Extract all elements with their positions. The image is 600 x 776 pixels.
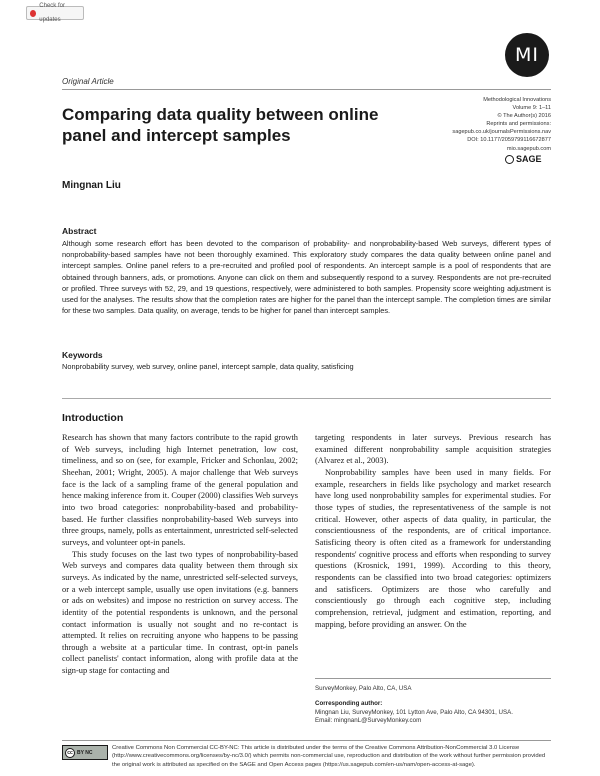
check-for-updates-label: Check for updates — [39, 3, 65, 23]
permissions-link[interactable]: sagepub.co.uk/journalsPermissions.nav — [452, 129, 551, 136]
journal-info — [452, 96, 551, 153]
footnote-divider — [315, 678, 551, 679]
doi[interactable]: DOI: 10.1177/2059799116672877 — [467, 137, 551, 144]
corresponding-author-heading: Corresponding author: — [315, 700, 383, 707]
sage-mark-icon — [505, 155, 514, 164]
section-divider — [62, 398, 551, 399]
journal-volume: Volume 9: 1–11 — [512, 105, 551, 112]
body-column-left — [62, 432, 298, 677]
corresponding-author-address: Mingnan Liu, SurveyMonkey, 101 Lytton Ave, Palo Alto, CA 94301, USA. — [315, 709, 514, 716]
paragraph: targeting respondents in later surveys. Previous research has examined different nonprobability sample acquisition strategies (Alvarez et al., 2003). — [315, 433, 551, 466]
journal-website[interactable]: mio.sagepub.com — [506, 145, 551, 152]
header-divider — [62, 89, 551, 90]
keywords-text: Nonprobability survey, web survey, online panel, intercept sample, data quality, satisficing — [62, 362, 354, 371]
journal-name: Methodological Innovations — [483, 97, 551, 103]
author-name: Mingnan Liu — [62, 180, 121, 191]
article-title: Comparing data quality between online panel and intercept samples — [62, 105, 379, 145]
paragraph: Nonprobability samples have been used in many fields. For example, researchers in fields like psychology and market research have long used nonprobability samples for experimental studies. For those types of studies, the representativeness of the sample is not critical. However, other aspects of data quality, in particular, the conscientiousness of the respondents, are of critical importance. Satisficing theory is often cited as a framework for understanding respondents' cognitive process and efforts when responding to survey questions (Krosnick, 1991, 1999). According to this theory, respondents can be classified into two broad categories: optimizers and satisficers. Optimizers are those who carefully and conscientiously go through each cognitive step, including comprehension, retrieval, judgment and estimation, reporting, and mapping, before providing an answer. On the — [315, 467, 551, 629]
paragraph: This study focuses on the last two types of nonprobability-based Web surveys and compares data quality between them through six surveys. As indicated by the name, unrestricted self-selected surveys, or a web intercept sample, usually use open invitations (e.g. banners or ads on websites) and impose no restriction on survey access. The identity of the potential respondents is unknown, and the personal contact information is usually not sought and no re-contact is attempted. It relies on recruiting anyone who happens to be passing through a website at a particular time. In contrast, opt-in panels collect panelists' contact information, along with profile data at the sign-up stage for contacting and — [62, 549, 298, 676]
copyright: © The Author(s) 2016 — [497, 113, 551, 120]
abstract-text: Although some research effort has been devoted to the comparison of probability- and nonprobability-based Web surveys, different types of nonprobability-based samples have not been thoroughly examined. This exploratory study compares the data quality between online panel and intercept samples. Online panel refers to a pre-recruited and profiled pool of respondents. An intercept sample is a pool of respondents that are obtained through banners, ads, or promotions. Anyone can click on them and subsequently respond to a survey. Respondents are not pre-recruited or profiled. Three surveys with 52, 29, and 19 questions, respectively, were administered to both samples. Propensity score weighting adjustment is used for the analyses. The results show that the completion rates are higher for the panel than the intercept sample. The completion times are similar for these two samples. Data quality, on average, tends to be higher for panel than intercept samples. — [62, 239, 551, 316]
journal-logo: MI — [505, 33, 549, 77]
keywords-heading: Keywords — [62, 350, 103, 360]
introduction-heading: Introduction — [62, 412, 124, 424]
paragraph: Research has shown that many factors contribute to the rapid growth of Web surveys, including high Internet penetration, low cost, timeliness, and so on (see, for example, Fricker and Schonlau, 2002; Sheehan, 2001; Wright, 2005). A major challenge that Web surveys face is the lack of a sampling frame of the general population and hence making inference from it. Couper (2000) classifies Web surveys into two broad categories: nonprobability-based and probability-based. He further classifies nonprobability-based Web surveys into three groups, namely, polls as entertainment, unrestricted self-selected surveys, and volunteer opt-in panels. — [62, 433, 298, 547]
abstract-heading: Abstract — [62, 226, 97, 236]
publisher-logo — [505, 154, 542, 164]
publisher-name: SAGE — [516, 154, 542, 164]
update-icon — [30, 10, 36, 17]
license-text: Creative Commons Non Commercial CC-BY-NC: This article is distributed under the terms of the Creative Commons Attribution-NonCommercial 3.0 License (http://www.creativecommons.org/licenses/by-nc/3.0/) which permits non-commercial use, reproduction and distribution of the work without further permission provided the original work is attributed as specified on the SAGE and Open Access pages (https://us.sagepub.com/en-us/nam/open-access-at-sage). — [112, 745, 546, 768]
corresponding-author-email[interactable]: Email: mingnanL@SurveyMonkey.com — [315, 717, 422, 725]
check-for-updates-badge[interactable] — [26, 3, 84, 23]
cc-icon: cc — [65, 748, 75, 758]
author-affiliation: SurveyMonkey, Palo Alto, CA, USA — [315, 685, 412, 692]
article-type: Original Article — [62, 77, 114, 86]
creative-commons-badge[interactable] — [62, 745, 108, 760]
reprints-label: Reprints and permissions: — [486, 121, 551, 128]
body-column-right — [315, 432, 551, 630]
license-divider — [62, 740, 551, 741]
cc-badge-label: BY NC — [77, 749, 93, 756]
corresponding-author-details — [315, 709, 555, 725]
